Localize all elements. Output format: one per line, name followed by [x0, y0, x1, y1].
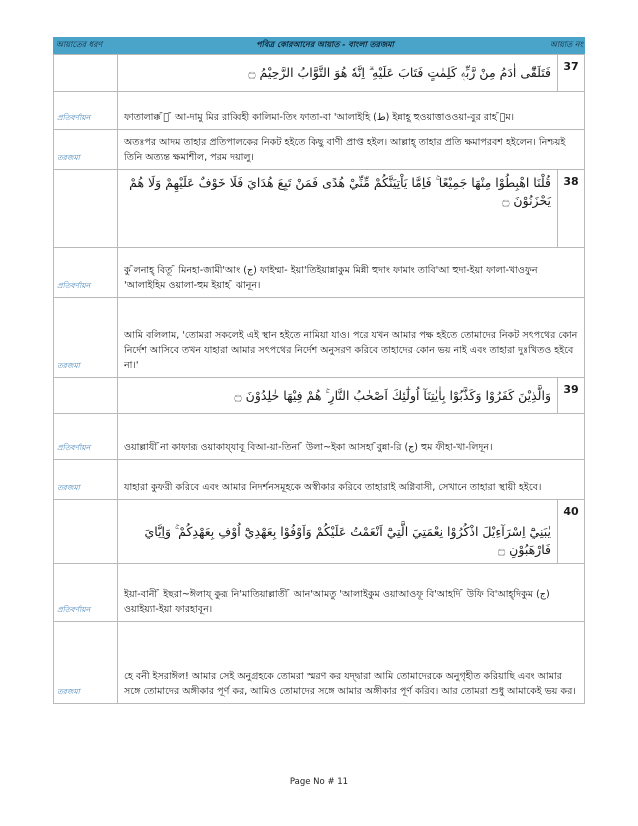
label-translation: তরজমা	[54, 130, 118, 170]
verse-37-arabic-row	[54, 55, 585, 92]
verse-39-translation-row	[54, 460, 585, 500]
arabic-text: قُلْنَا اهْبِطُوْا مِنْهَا جَمِيْعًا ۚ فَاِمَّا يَاْتِيَنَّكُمْ مِّنِّيْ هُدًى فَمَنْ تَبِعَ هُدَايَ فَلَا خَوْفٌ عَلَيْهِمْ وَلَا هُمْ يَحْزَنُوْنَ ۝	[118, 170, 558, 248]
verse-39-transliteration-row	[54, 414, 585, 460]
transliteration-text: ইয়া-বানী ̄ ইছরা~ঈলায্‌ কুরূ নি'মাতিয়াল্লাতী ̄ আন'আমতু 'আলাইকুম ওয়াআওফূ বি'আহদি ̄ উফি বি'আহ্‌দিকুম (ج) ওয়াইয়্যা-ইয়া ফারহাবূন।	[118, 564, 585, 622]
verse-37-transliteration-row	[54, 92, 585, 130]
quran-page	[53, 37, 585, 704]
verse-38-translation-row	[54, 298, 585, 378]
transliteration-text: ওয়াল্লাযী ̄না কাফারূ ওয়াকায্‌যাবূ বিআ-য়া-তিনা ̄ উলা~ইকা আসহা ̄বুন্না-রি (ج) হুম ফীহা-খা-লিদূন।	[118, 414, 585, 460]
verse-37-translation-row	[54, 130, 585, 170]
translation-text: অতঃপর আদম তাহার প্রতিপালকের নিকট হইতে কিছু বাণী প্রাপ্ত হইল। আল্লাহ্‌ তাহার প্রতি ক্ষমাপরবশ হইলেন। নিশ্চয়ই তিনি অত্যন্ত ক্ষমাশীল, পরম দয়ালু।	[118, 130, 585, 170]
arabic-text: فَتَلَقّٰٓى اٰدَمُ مِنْ رَّبِّهٖ كَلِمٰتٍ فَتَابَ عَلَيْهِ ۗ اِنَّهٗ هُوَ التَّوَّابُ الرَّحِيْمُ ۝	[118, 55, 558, 92]
verse-40-translation-row	[54, 622, 585, 704]
header-title: পবিত্র কোরআনের আয়াত - বাংলা তরজমা	[256, 40, 394, 49]
header-type: আয়াতের ধরণ	[56, 40, 103, 49]
transliteration-text: ফাতালাক্ক ̄া ̄ আ-দামু মির রাব্বিহী কালিমা-তিং ফাতা-বা 'আলাইহি (ط) ইন্নাহূ হুওয়াত্তাওওয়া-বুর রাহ ̄ীম।	[118, 92, 585, 130]
table-header	[53, 37, 585, 54]
verse-38-transliteration-row	[54, 248, 585, 298]
translation-text: আমি বলিলাম, 'তোমরা সকলেই এই স্থান হইতে নামিয়া যাও। পরে যখন আমার পক্ষ হইতে তোমাদের নিকট সৎপথের কোন নির্দেশ আসিবে তখন যাহারা আমার সৎপথের নির্দেশ অনুসরণ করিবে তাহাদের কোন ভয় নাই এবং তাহারা দুঃখিতও হইবে না।'	[118, 298, 585, 378]
translation-text: হে বনী ইসরাঈল! আমার সেই অনুগ্রহকে তোমরা স্মরণ কর যদ্দ্বারা আমি তোমাদেরকে অনুগৃহীত করিয়াছি এবং আমার সঙ্গে তোমাদের অঙ্গীকার পূর্ণ কর, আমিও তোমাদের সঙ্গে আমার অঙ্গীকার পূর্ণ করিব। আর তোমরা শুধু আমাকেই ভয় কর।	[118, 622, 585, 704]
label-translation: তরজমা	[54, 460, 118, 500]
verse-38-arabic-row	[54, 170, 585, 248]
verse-number: 40	[558, 500, 585, 564]
verse-number: 37	[558, 55, 585, 92]
verse-number: 39	[558, 378, 585, 414]
label-translation: তরজমা	[54, 298, 118, 378]
verse-number: 38	[558, 170, 585, 248]
label-transliteration: প্রতিবর্ণায়ন	[54, 248, 118, 298]
label-transliteration: প্রতিবর্ণায়ন	[54, 564, 118, 622]
label-transliteration: প্রতিবর্ণায়ন	[54, 92, 118, 130]
label-transliteration: প্রতিবর্ণায়ন	[54, 414, 118, 460]
verse-table	[53, 54, 585, 704]
verse-40-arabic-row	[54, 500, 585, 564]
page-number: Page No # 11	[289, 777, 349, 787]
arabic-text: يٰبَنِيْٓ اِسْرَآءِيْلَ اذْكُرُوْا نِعْمَتِيَ الَّتِيْٓ اَنْعَمْتُ عَلَيْكُمْ وَاَوْفُوْا بِعَهْدِيْٓ اُوْفِ بِعَهْدِكُمْ ۚ وَاِيَّايَ فَارْهَبُوْنِ ۝	[118, 500, 558, 564]
arabic-text: وَالَّذِيْنَ كَفَرُوْا وَكَذَّبُوْا بِاٰيٰتِنَآ اُولٰٓئِكَ اَصْحٰبُ النَّارِ ۚ هُمْ فِيْهَا خٰلِدُوْنَ ۝	[118, 378, 558, 414]
label-translation: তরজমা	[54, 622, 118, 704]
verse-39-arabic-row	[54, 378, 585, 414]
translation-text: যাহারা কুফরী করিবে এবং আমার নিদর্শনসমূহকে অস্বীকার করিবে তাহারাই অগ্নিবাসী, সেখানে তাহারা স্থায়ী হইবে।	[118, 460, 585, 500]
verse-40-transliteration-row	[54, 564, 585, 622]
header-verse-number: আয়াত নং	[549, 40, 583, 49]
transliteration-text: কু ̄লনাহ্‌ বিতূ ̄ মিনহা-জামী'আং (ج) ফাইম্মা- ইয়া'তিইয়ান্নাকুম মিন্নী হুদাং ফামাং তাবি'আ হুদা-ইয়া ফালা-খাওফুন 'আলাইহিম ওয়ালা-হুম ইয়াহ ̄ ঝানূন।	[118, 248, 585, 298]
